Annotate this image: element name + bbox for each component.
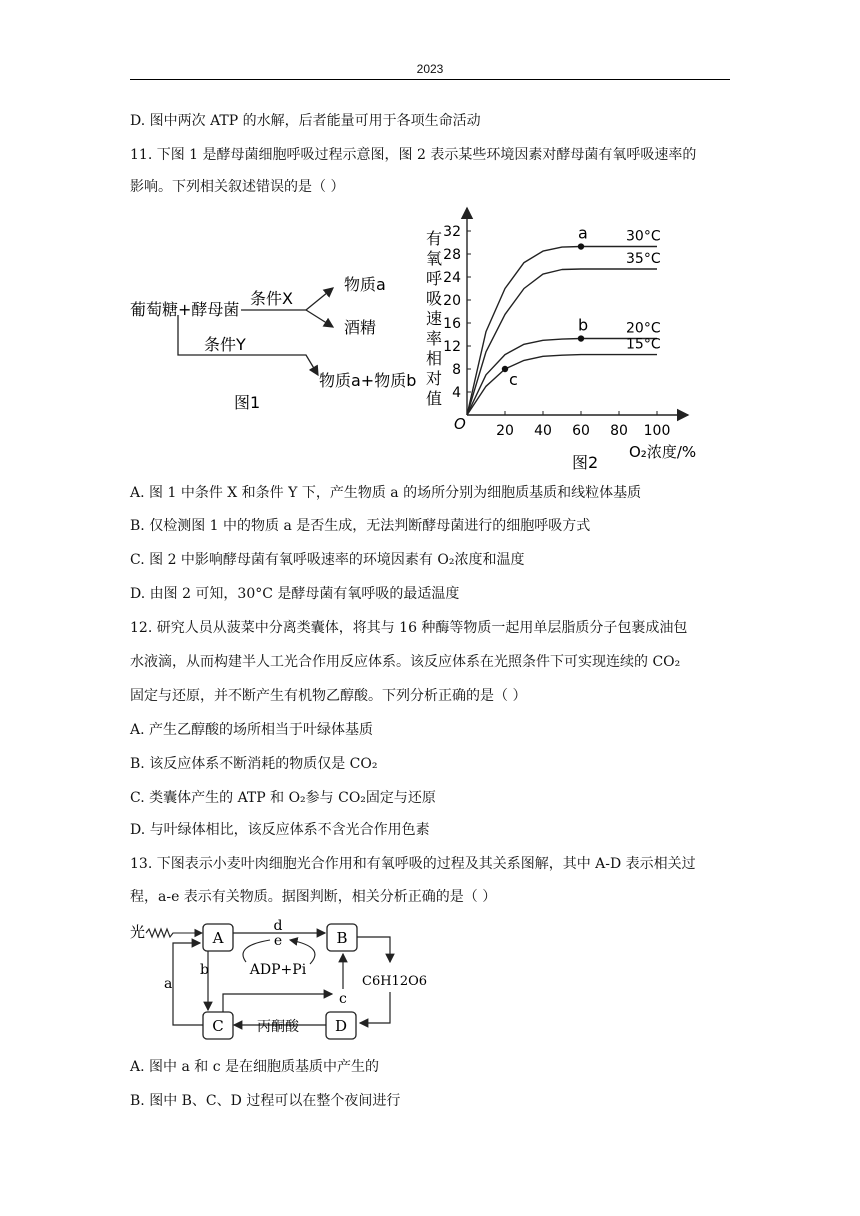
q12-option-c: C. 类囊体产生的 ATP 和 O₂参与 CO₂固定与还原 <box>130 790 436 806</box>
q11-option-d: D. 由图 2 可知，30°C 是酵母菌有氧呼吸的最适温度 <box>130 586 460 602</box>
y-tick-label: 16 <box>443 316 461 332</box>
q12-stem-line2: 水液滴，从而构建半人工光合作用反应体系。该反应体系在光照条件下可实现连续的 CO₂ <box>130 654 681 670</box>
fig1-condition-x: 条件X <box>250 289 293 308</box>
chart-series <box>467 229 661 415</box>
data-point-label: c <box>509 370 518 389</box>
fig1-products-y: 物质a+物质b <box>319 371 417 390</box>
figure2-chart <box>420 200 720 475</box>
fig3-cycle-right <box>290 940 315 964</box>
x-tick-label: 80 <box>610 423 628 439</box>
series-label: 35°C <box>626 250 661 267</box>
q11-option-c: C. 图 2 中影响酵母菌有氧呼吸速率的环境因素有 O₂浓度和温度 <box>130 552 525 568</box>
fig3-pyruvate: 丙酮酸 <box>257 1019 299 1035</box>
q13-option-b: B. 图中 B、C、D 过程可以在整个夜间进行 <box>130 1093 401 1109</box>
q12-option-a: A. 产生乙醇酸的场所相当于叶绿体基质 <box>130 722 374 738</box>
y-tick-label: 20 <box>443 293 461 309</box>
chart-xlabel: O₂浓度/% <box>629 443 697 461</box>
y-tick-label: 28 <box>443 247 461 263</box>
q12-stem-line1: 12. 研究人员从菠菜中分离类囊体，将其与 16 种酶等物质一起用单层脂质分子包裹成油包 <box>130 620 688 636</box>
fig3-cycle-left <box>243 940 270 962</box>
q13-option-a: A. 图中 a 和 c 是在细胞质基质中产生的 <box>130 1059 379 1075</box>
x-tick-label: 100 <box>643 423 671 439</box>
q12-option-d: D. 与叶绿体相比，该反应体系不含光合作用色素 <box>130 822 430 838</box>
q11-option-a: A. 图 1 中条件 X 和条件 Y 下，产生物质 a 的场所分别为细胞质基质和线粒体基质 <box>130 485 642 501</box>
ylabel-char: 率 <box>426 329 443 348</box>
ylabel-char: 呼 <box>426 269 443 288</box>
fig1-arrow-to-a <box>306 288 333 310</box>
q12-option-b: B. 该反应体系不断消耗的物质仅是 CO₂ <box>130 756 378 772</box>
y-tick-label: 12 <box>443 339 461 355</box>
q11-stem-line2: 影响。下列相关叙述错误的是（ ） <box>130 179 345 195</box>
fig3-arrow-c-to-a <box>173 943 203 1025</box>
data-point <box>502 366 508 372</box>
page-header: 2023 <box>416 62 444 76</box>
y-tick-label: 24 <box>443 270 461 286</box>
series-line <box>467 355 657 415</box>
fig3-arrow-b-to-glucose <box>357 937 390 962</box>
ylabel-char: 有 <box>426 229 443 248</box>
fig3-adp: ADP+Pi <box>249 962 307 978</box>
y-tick-label: 32 <box>443 224 461 240</box>
q11-option-b: B. 仅检测图 1 中的物质 a 是否生成，无法判断酵母菌进行的细胞呼吸方式 <box>130 518 591 534</box>
fig1-arrow-y <box>178 315 318 375</box>
fig1-product-a: 物质a <box>344 275 386 294</box>
ylabel-char: 对 <box>426 369 443 388</box>
x-tick-label: 40 <box>534 423 552 439</box>
data-point <box>578 243 584 249</box>
x-tick-label: 60 <box>572 423 590 439</box>
series-label: 20°C <box>626 320 661 337</box>
fig3-arrow-glucose-to-d <box>360 992 390 1023</box>
q13-stem-line1: 13. 下图表示小麦叶肉细胞光合作用和有氧呼吸的过程及其关系图解，其中 A-D 表示相关过 <box>130 856 696 872</box>
ylabel-char: 速 <box>426 309 443 328</box>
fig3-label-d: d <box>273 918 283 934</box>
ylabel-char: 相 <box>426 349 443 368</box>
q10-option-d: D. 图中两次 ATP 的水解，后者能量可用于各项生命活动 <box>130 113 481 129</box>
data-point <box>578 335 584 341</box>
ylabel-char: 吸 <box>426 289 443 308</box>
header-rule <box>130 79 730 80</box>
q11-stem-line1: 11. 下图 1 是酵母菌细胞呼吸过程示意图，图 2 表示某些环境因素对酵母菌有氧呼吸速率的 <box>130 147 697 163</box>
fig3-box-d-label: D <box>334 1017 348 1035</box>
fig1-caption: 图1 <box>234 393 261 412</box>
series-label: 30°C <box>626 228 661 245</box>
figure3-photosynthesis-diagram <box>128 912 438 1047</box>
origin-label: O <box>454 415 466 433</box>
fig3-box-b-label: B <box>336 929 348 947</box>
figure1-respiration-diagram <box>128 255 428 425</box>
ylabel-char: 值 <box>426 389 443 408</box>
y-tick-label: 8 <box>452 362 461 378</box>
fig3-box-a-label: A <box>212 929 224 947</box>
q12-stem-line3: 固定与还原，并不断产生有机物乙醇酸。下列分析正确的是（ ） <box>130 688 527 704</box>
fig3-box-c-label: C <box>212 1017 224 1035</box>
fig1-alcohol: 酒精 <box>344 318 377 337</box>
chart-ylabel <box>426 229 442 408</box>
fig1-arrow-to-alcohol <box>306 310 333 327</box>
fig3-light: 光 <box>130 923 146 941</box>
data-point-label: b <box>578 315 589 335</box>
q13-stem-line2: 程，a-e 表示有关物质。据图判断，相关分析正确的是（ ） <box>130 889 497 905</box>
fig3-glucose: C6H12O6 <box>362 974 428 989</box>
fig3-label-b: b <box>200 962 209 978</box>
chart-caption: 图2 <box>572 453 599 472</box>
fig3-label-c: c <box>339 991 347 1007</box>
fig3-label-a: a <box>164 976 173 992</box>
fig3-label-e: e <box>273 933 283 949</box>
x-tick-label: 20 <box>496 423 514 439</box>
fig3-arrow-c-to-c <box>223 994 332 1012</box>
fig1-reactant: 葡萄糖+酵母菌 <box>130 300 240 319</box>
data-point-label: a <box>578 223 588 243</box>
series-label: 15°C <box>626 336 661 353</box>
ylabel-char: 氧 <box>426 249 443 268</box>
y-tick-label: 4 <box>452 385 461 401</box>
fig1-condition-y: 条件Y <box>204 335 246 354</box>
fig3-light-wave <box>146 929 202 937</box>
